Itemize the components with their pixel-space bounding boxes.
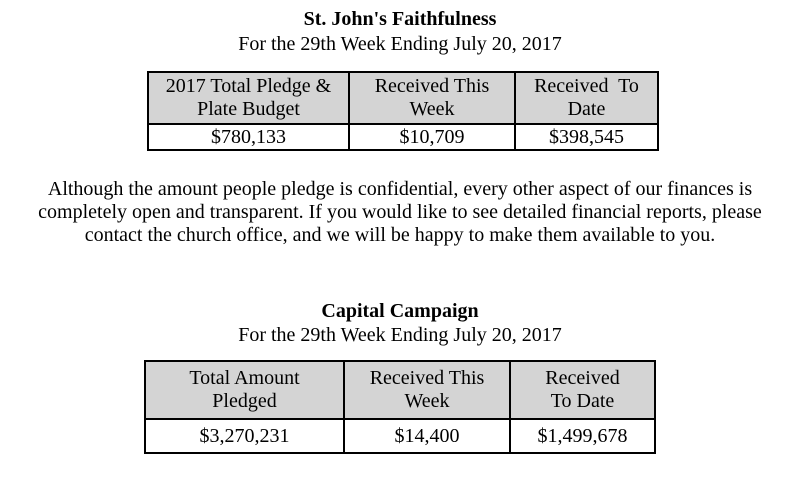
paragraph-line-1: Although the amount people pledge is confidential, every other aspect of our finances is [47, 178, 753, 200]
faithfulness-subtitle: For the 29th Week Ending July 20, 2017 [238, 33, 562, 55]
table-row [148, 124, 658, 150]
capital-campaign-subtitle: For the 29th Week Ending July 20, 2017 [238, 324, 562, 346]
header-received-to-date: Received To Date [515, 72, 658, 124]
capital-campaign-table [144, 360, 656, 454]
transparency-paragraph [0, 178, 800, 247]
header-total-amount-pledged: Total Amount Pledged [145, 361, 344, 419]
paragraph-line-3: contact the church office, and we will be happy to make them available to you. [84, 224, 716, 246]
header-received-this-week: Received This Week [344, 361, 510, 419]
header-received-to-date: Received To Date [510, 361, 655, 419]
paragraph-line-2: completely open and transparent. If you would like to see detailed financial reports, please [38, 201, 762, 223]
value-total-amount-pledged: $3,270,231 [145, 419, 344, 453]
header-received-this-week: Received This Week [349, 72, 515, 124]
value-received-this-week: $10,709 [349, 124, 515, 150]
faithfulness-table [147, 71, 659, 151]
value-received-to-date: $1,499,678 [510, 419, 655, 453]
table-row [145, 419, 655, 453]
faithfulness-title: St. John's Faithfulness [303, 8, 497, 30]
value-received-this-week: $14,400 [344, 419, 510, 453]
capital-campaign-title: Capital Campaign [321, 300, 479, 322]
value-total-pledge-plate-budget: $780,133 [148, 124, 349, 150]
table-header-row [148, 72, 658, 124]
table-header-row [145, 361, 655, 419]
header-total-pledge-plate-budget: 2017 Total Pledge & Plate Budget [148, 72, 349, 124]
value-received-to-date: $398,545 [515, 124, 658, 150]
